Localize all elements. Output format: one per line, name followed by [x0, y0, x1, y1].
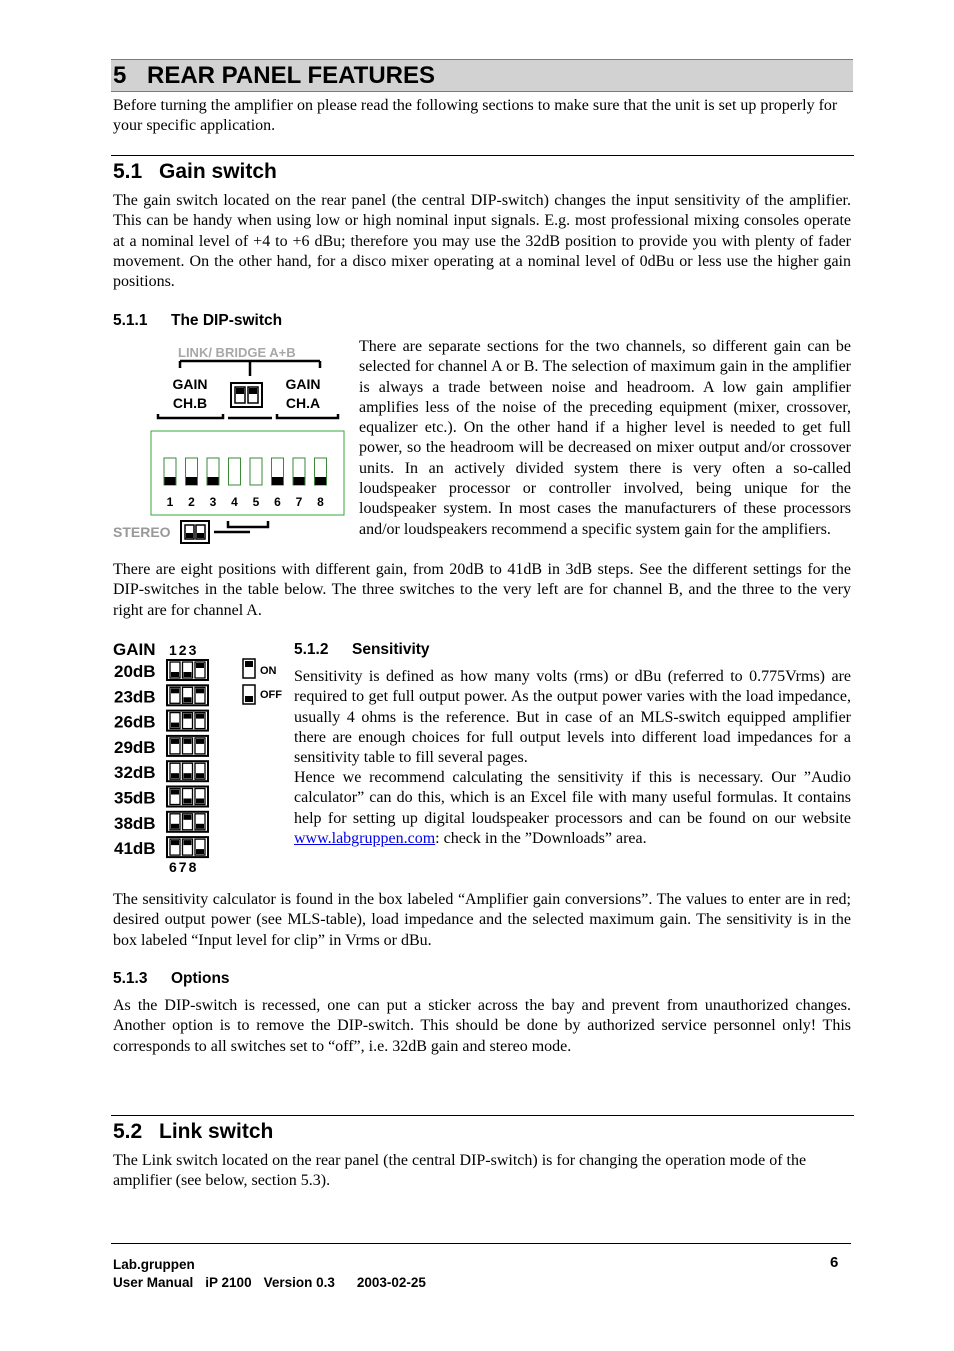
footer-company: Lab.gruppen	[113, 1257, 195, 1272]
section-heading-5	[113, 62, 435, 90]
gain-switch-icon	[167, 837, 208, 857]
dip-switch-paragraph: There are separate sections for the two channels, so different gain can be selected for channel A or B. The selection of maximum gain in the amplifier is always a trade between noise and headroom. A low gain amplifier amplifies less of the noise of the preceding equipment (mixer, crossover, equalizer etc.). On the other hand if a higher level is needed to get full power, so the headroom will be decreased on mixer output and/or crossover units. In an actively divided system there is very often a so-called loudspeaker processor or controller involved, being unique for the loudspeaker system. In most cases the manufacturers of these processors and/or loudspeakers recommend a specific system gain for the amplifiers.	[359, 338, 851, 538]
dip-switch-number: 3	[209, 495, 217, 509]
gain-row-label: 26dB	[114, 712, 156, 732]
heading-number: 5.1.2	[294, 641, 329, 658]
link-switch-icon	[231, 383, 262, 407]
gain-row	[114, 837, 208, 858]
section-heading-5-1-2	[294, 641, 430, 659]
heading-title: Link switch	[159, 1120, 274, 1143]
gain-row-label: 41dB	[114, 839, 156, 859]
gain-switch-paragraph: The gain switch located on the rear panel (the central DIP-switch) changes the input sensitivity of the amplifier. This can be handy when using low or high nominal input signals. E.g. most professional mixing consoles operate at a nominal level of +4 to +6 dBu; therefore you may use the 32dB position to provide you with plenty of fader movement. On the other hand, for a disco mixer operating at a nominal level of 0dBu or less use the higher gain positions.	[113, 192, 851, 291]
gain-row-label: 38dB	[114, 813, 156, 833]
heading-title: The DIP-switch	[171, 312, 283, 329]
options-paragraph: As the DIP-switch is recessed, one can put a sticker across the bay and prevent from unauthorized changes. Another option is to remove the DIP-switch. This should be done by authorized service personnel only! This corresponds to all switches set to “off”, i.e. 32dB gain and stereo mode.	[113, 997, 851, 1055]
legend-on-label: ON	[260, 665, 277, 677]
sensitivity-paragraph: Sensitivity is defined as how many volts (rms) or dBu (referred to 0.775Vrms) are required to get full output power. As the output power varies with the load impedance, usually 4 ohms is the reference. But in case of an MLS-switch equipped amplifier there are enough choices for full output levels into different load impedances for a sensitivity table to fill several pages.	[294, 668, 851, 767]
gain-a-label-2: CH.A	[285, 395, 321, 411]
section-heading-5-1-1	[113, 312, 282, 330]
heading-number: 5.2	[113, 1120, 143, 1143]
heading-number: 5	[113, 62, 127, 89]
footer-date: 2003-02-25	[356, 1275, 426, 1290]
section-heading-5-1	[113, 160, 277, 184]
gain-row-label: 23dB	[114, 687, 156, 707]
legend-on	[243, 659, 277, 678]
stereo-label: STEREO	[113, 524, 171, 540]
gain-switch-icon	[167, 787, 208, 807]
gain-switch-icon	[167, 736, 208, 756]
gain-rows	[114, 660, 208, 858]
legend-off-label: OFF	[260, 689, 282, 701]
gain-b-label-2: CH.B	[172, 395, 208, 411]
heading-title: Gain switch	[159, 160, 277, 183]
gain-table-switch-numbers-bottom: 678	[169, 859, 199, 875]
heading-title: Options	[171, 970, 230, 987]
gain-switch-icon	[167, 812, 208, 832]
gain-table-switch-numbers-top: 123	[169, 642, 199, 658]
footer-manual-info	[113, 1274, 438, 1292]
heading-number: 5.1	[113, 160, 143, 183]
gain-row-label: 32dB	[114, 763, 156, 783]
gain-row	[114, 812, 208, 833]
gain-row	[114, 761, 208, 782]
heading-number: 5.1.3	[113, 970, 148, 987]
dip-switch-diagram	[110, 340, 350, 550]
gain-switch-icon	[167, 660, 208, 680]
dip-switch-number: 8	[317, 495, 324, 509]
dip-switch-number: 5	[252, 495, 260, 509]
gain-switch-icon	[167, 685, 208, 705]
gain-row	[114, 660, 208, 681]
calculator-text: Hence we recommend calculating the sensitivity if this is necessary. Our ”Audio calculator” can do this, which is an Excel file with many useful formulas. It contains help for setting up digital loudspeaker processors and can be found on our website	[294, 769, 851, 827]
dip-switch-number: 4	[231, 495, 238, 509]
footer-model: iP 2100	[205, 1275, 252, 1290]
gain-positions-paragraph: There are eight positions with different gain, from 20dB to 41dB in 3dB steps. See the different settings for the DIP-switches in the table below. The three switches to the very left are for channel B, and the three to the very right are for channel A.	[113, 561, 851, 619]
gain-a-label-1: GAIN	[285, 376, 321, 392]
section-rule	[111, 155, 854, 156]
section-rule	[111, 1115, 854, 1116]
dip-switch-number: 1	[166, 495, 174, 509]
gain-table-header: GAIN	[113, 640, 156, 659]
gain-row-label: 20dB	[114, 662, 156, 681]
footer-version: Version 0.3	[263, 1275, 335, 1290]
gain-b-label-1: GAIN	[172, 376, 208, 392]
footer-manual: User Manual	[113, 1275, 194, 1290]
gain-settings-table	[110, 636, 290, 878]
footer-rule	[111, 1243, 851, 1244]
link-switch-paragraph: The Link switch located on the rear panel (the central DIP-switch) is for changing the operation mode of the amplifier (see below, section 5.3).	[113, 1152, 807, 1190]
page-number: 6	[830, 1254, 839, 1271]
gain-row	[114, 787, 208, 808]
audio-calculator-paragraph	[294, 768, 851, 849]
intro-paragraph: Before turning the amplifier on please read the following sections to make sure that the unit is set up properly for your specific application.	[113, 97, 838, 135]
gain-row	[114, 736, 208, 757]
gain-row-label: 35dB	[114, 788, 156, 808]
dip-switch-number: 7	[295, 495, 303, 509]
section-heading-5-1-3	[113, 970, 230, 988]
section-heading-5-2	[113, 1120, 273, 1144]
stereo-switch-icon	[181, 521, 209, 543]
gain-switch-icon	[167, 711, 208, 731]
heading-title: REAR PANEL FEATURES	[147, 62, 436, 89]
heading-title: Sensitivity	[352, 641, 430, 658]
legend-off	[243, 685, 282, 704]
gain-row-label: 29dB	[114, 737, 156, 757]
dip-switch-number: 2	[188, 495, 195, 509]
gain-row	[114, 711, 208, 732]
gain-row	[114, 685, 208, 706]
heading-number: 5.1.1	[113, 312, 148, 329]
calculator-text-end: : check in the ”Downloads” area.	[435, 829, 647, 847]
dip-switch-number: 6	[274, 495, 281, 509]
sensitivity-calculator-paragraph: The sensitivity calculator is found in the box labeled “Amplifier gain conversions”. The values to enter are in red; desired output power (see MLS-table), load impedance and the selected maximum gain. The sensitivity is in the box labeled “Input level for clip” in Vrms or dBu.	[113, 891, 851, 949]
website-link[interactable]: www.labgruppen.com	[294, 829, 436, 847]
link-bridge-label: LINK/ BRIDGE A+B	[178, 345, 296, 360]
gain-switch-icon	[167, 761, 208, 781]
